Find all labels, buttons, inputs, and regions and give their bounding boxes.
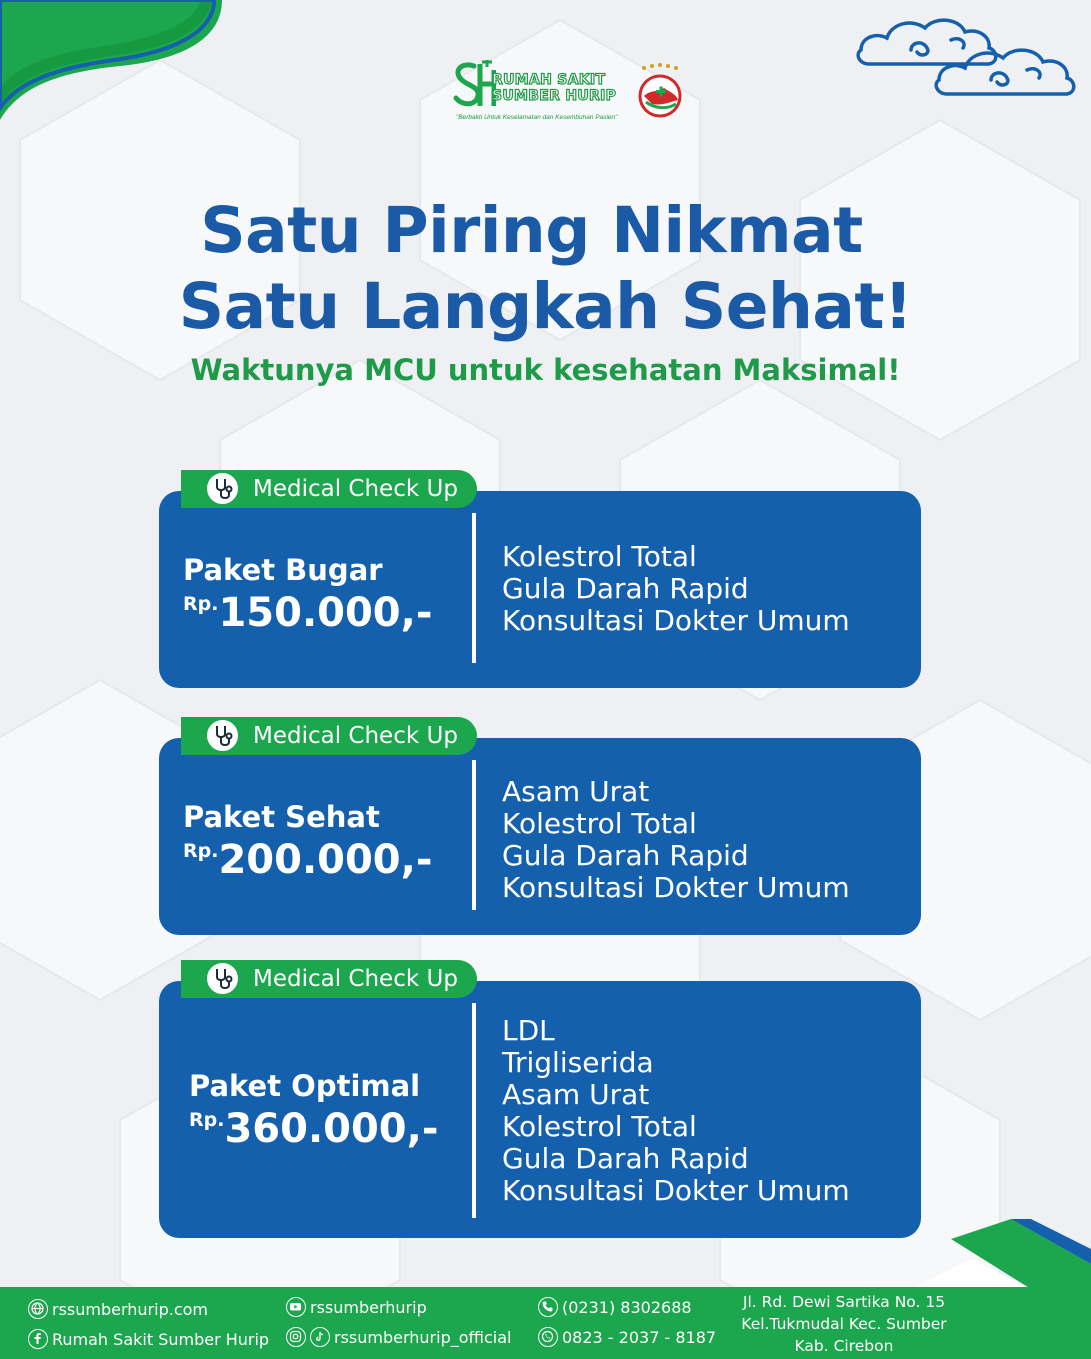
package-items [502, 541, 850, 637]
footer-whatsapp[interactable] [538, 1327, 716, 1347]
price-currency: Rp. [183, 593, 219, 615]
package-card-optimal [159, 960, 921, 1240]
facebook-icon [28, 1329, 48, 1349]
package-tab [181, 960, 477, 998]
package-items [502, 776, 850, 904]
price-amount: 150.000,- [218, 590, 433, 636]
hospital-tagline: "Berbakti Untuk Keselamatan dan Kesembuhan Pasien" [456, 114, 618, 121]
hospital-name-line2: SUMBER HURIP [492, 88, 617, 104]
hospital-name [492, 72, 642, 104]
hospital-name-line1: RUMAH SAKIT [492, 72, 606, 88]
package-card-body [159, 981, 921, 1238]
footer-instagram-text: rssumberhurip_official [334, 1327, 512, 1347]
package-item: Asam Urat [502, 775, 650, 808]
stethoscope-icon [205, 718, 240, 753]
package-price [183, 838, 432, 882]
footer-address-line3: Kab. Cirebon [794, 1337, 894, 1355]
stethoscope-icon [205, 961, 240, 996]
footer-address-line2: Kel.Tukmudal Kec. Sumber [741, 1315, 947, 1333]
footer-phone-text: (0231) 8302688 [562, 1297, 692, 1317]
package-item: Kolestrol Total [502, 540, 697, 573]
package-divider [472, 513, 476, 663]
package-item: Gula Darah Rapid [502, 839, 749, 872]
package-item: Gula Darah Rapid [502, 1142, 749, 1175]
whatsapp-icon [538, 1327, 558, 1347]
headline-line1: Satu Piring Nikmat [200, 194, 863, 267]
price-amount: 200.000,- [218, 837, 433, 883]
package-item: Kolestrol Total [502, 1110, 697, 1143]
price-amount: 360.000,- [224, 1106, 439, 1152]
headline-subtitle: Waktunya MCU untuk kesehatan Maksimal! [190, 353, 901, 387]
package-tab [181, 717, 477, 755]
package-card-body [159, 491, 921, 688]
package-item: LDL [502, 1014, 555, 1047]
tiktok-icon [310, 1327, 330, 1347]
package-item: Konsultasi Dokter Umum [502, 604, 850, 637]
package-price [189, 1107, 438, 1151]
package-card-bugar [159, 470, 921, 688]
corner-decoration-top-left [0, 0, 230, 120]
package-price [183, 591, 432, 635]
package-items [502, 1015, 850, 1207]
globe-icon [28, 1299, 48, 1319]
youtube-icon [286, 1297, 306, 1317]
package-name: Paket Sehat [183, 800, 380, 834]
footer-facebook-text: Rumah Sakit Sumber Hurip [52, 1329, 270, 1349]
footer-address-line1: Jl. Rd. Dewi Sartika No. 15 [742, 1293, 946, 1311]
package-item: Kolestrol Total [502, 807, 697, 840]
paripurna-accreditation-badge [630, 62, 690, 122]
package-card-sehat [159, 717, 921, 935]
headline-line2: Satu Langkah Sehat! [178, 270, 913, 343]
footer-website[interactable] [28, 1299, 208, 1319]
package-divider [472, 1003, 476, 1218]
footer-instagram-tiktok[interactable] [286, 1327, 511, 1347]
footer-youtube-text: rssumberhurip [310, 1297, 427, 1317]
footer-contact-bar [0, 1287, 1091, 1359]
stethoscope-icon [205, 471, 240, 506]
package-tab-label: Medical Check Up [253, 723, 458, 749]
package-name: Paket Bugar [183, 553, 383, 587]
hospital-monogram-icon [452, 60, 496, 108]
package-item: Konsultasi Dokter Umum [502, 871, 850, 904]
footer-youtube[interactable] [286, 1297, 427, 1317]
footer-address [724, 1291, 964, 1357]
footer-facebook[interactable] [28, 1329, 269, 1349]
package-tab-label: Medical Check Up [253, 476, 458, 502]
footer-phone[interactable] [538, 1297, 692, 1317]
corner-decoration-bottom-right [911, 1219, 1091, 1289]
instagram-icon [286, 1327, 306, 1347]
package-name: Paket Optimal [189, 1069, 421, 1103]
price-currency: Rp. [189, 1109, 225, 1131]
package-divider [472, 760, 476, 910]
package-item: Gula Darah Rapid [502, 572, 749, 605]
phone-icon [538, 1297, 558, 1317]
package-item: Konsultasi Dokter Umum [502, 1174, 850, 1207]
package-tab [181, 470, 477, 508]
footer-whatsapp-text: 0823 - 2037 - 8187 [562, 1327, 717, 1347]
price-currency: Rp. [183, 840, 219, 862]
package-item: Trigliserida [502, 1046, 654, 1079]
package-card-body [159, 738, 921, 935]
package-item: Asam Urat [502, 1078, 650, 1111]
cloud-decoration [851, 10, 1091, 110]
package-tab-label: Medical Check Up [253, 966, 458, 992]
footer-website-text: rssumberhurip.com [52, 1299, 208, 1319]
